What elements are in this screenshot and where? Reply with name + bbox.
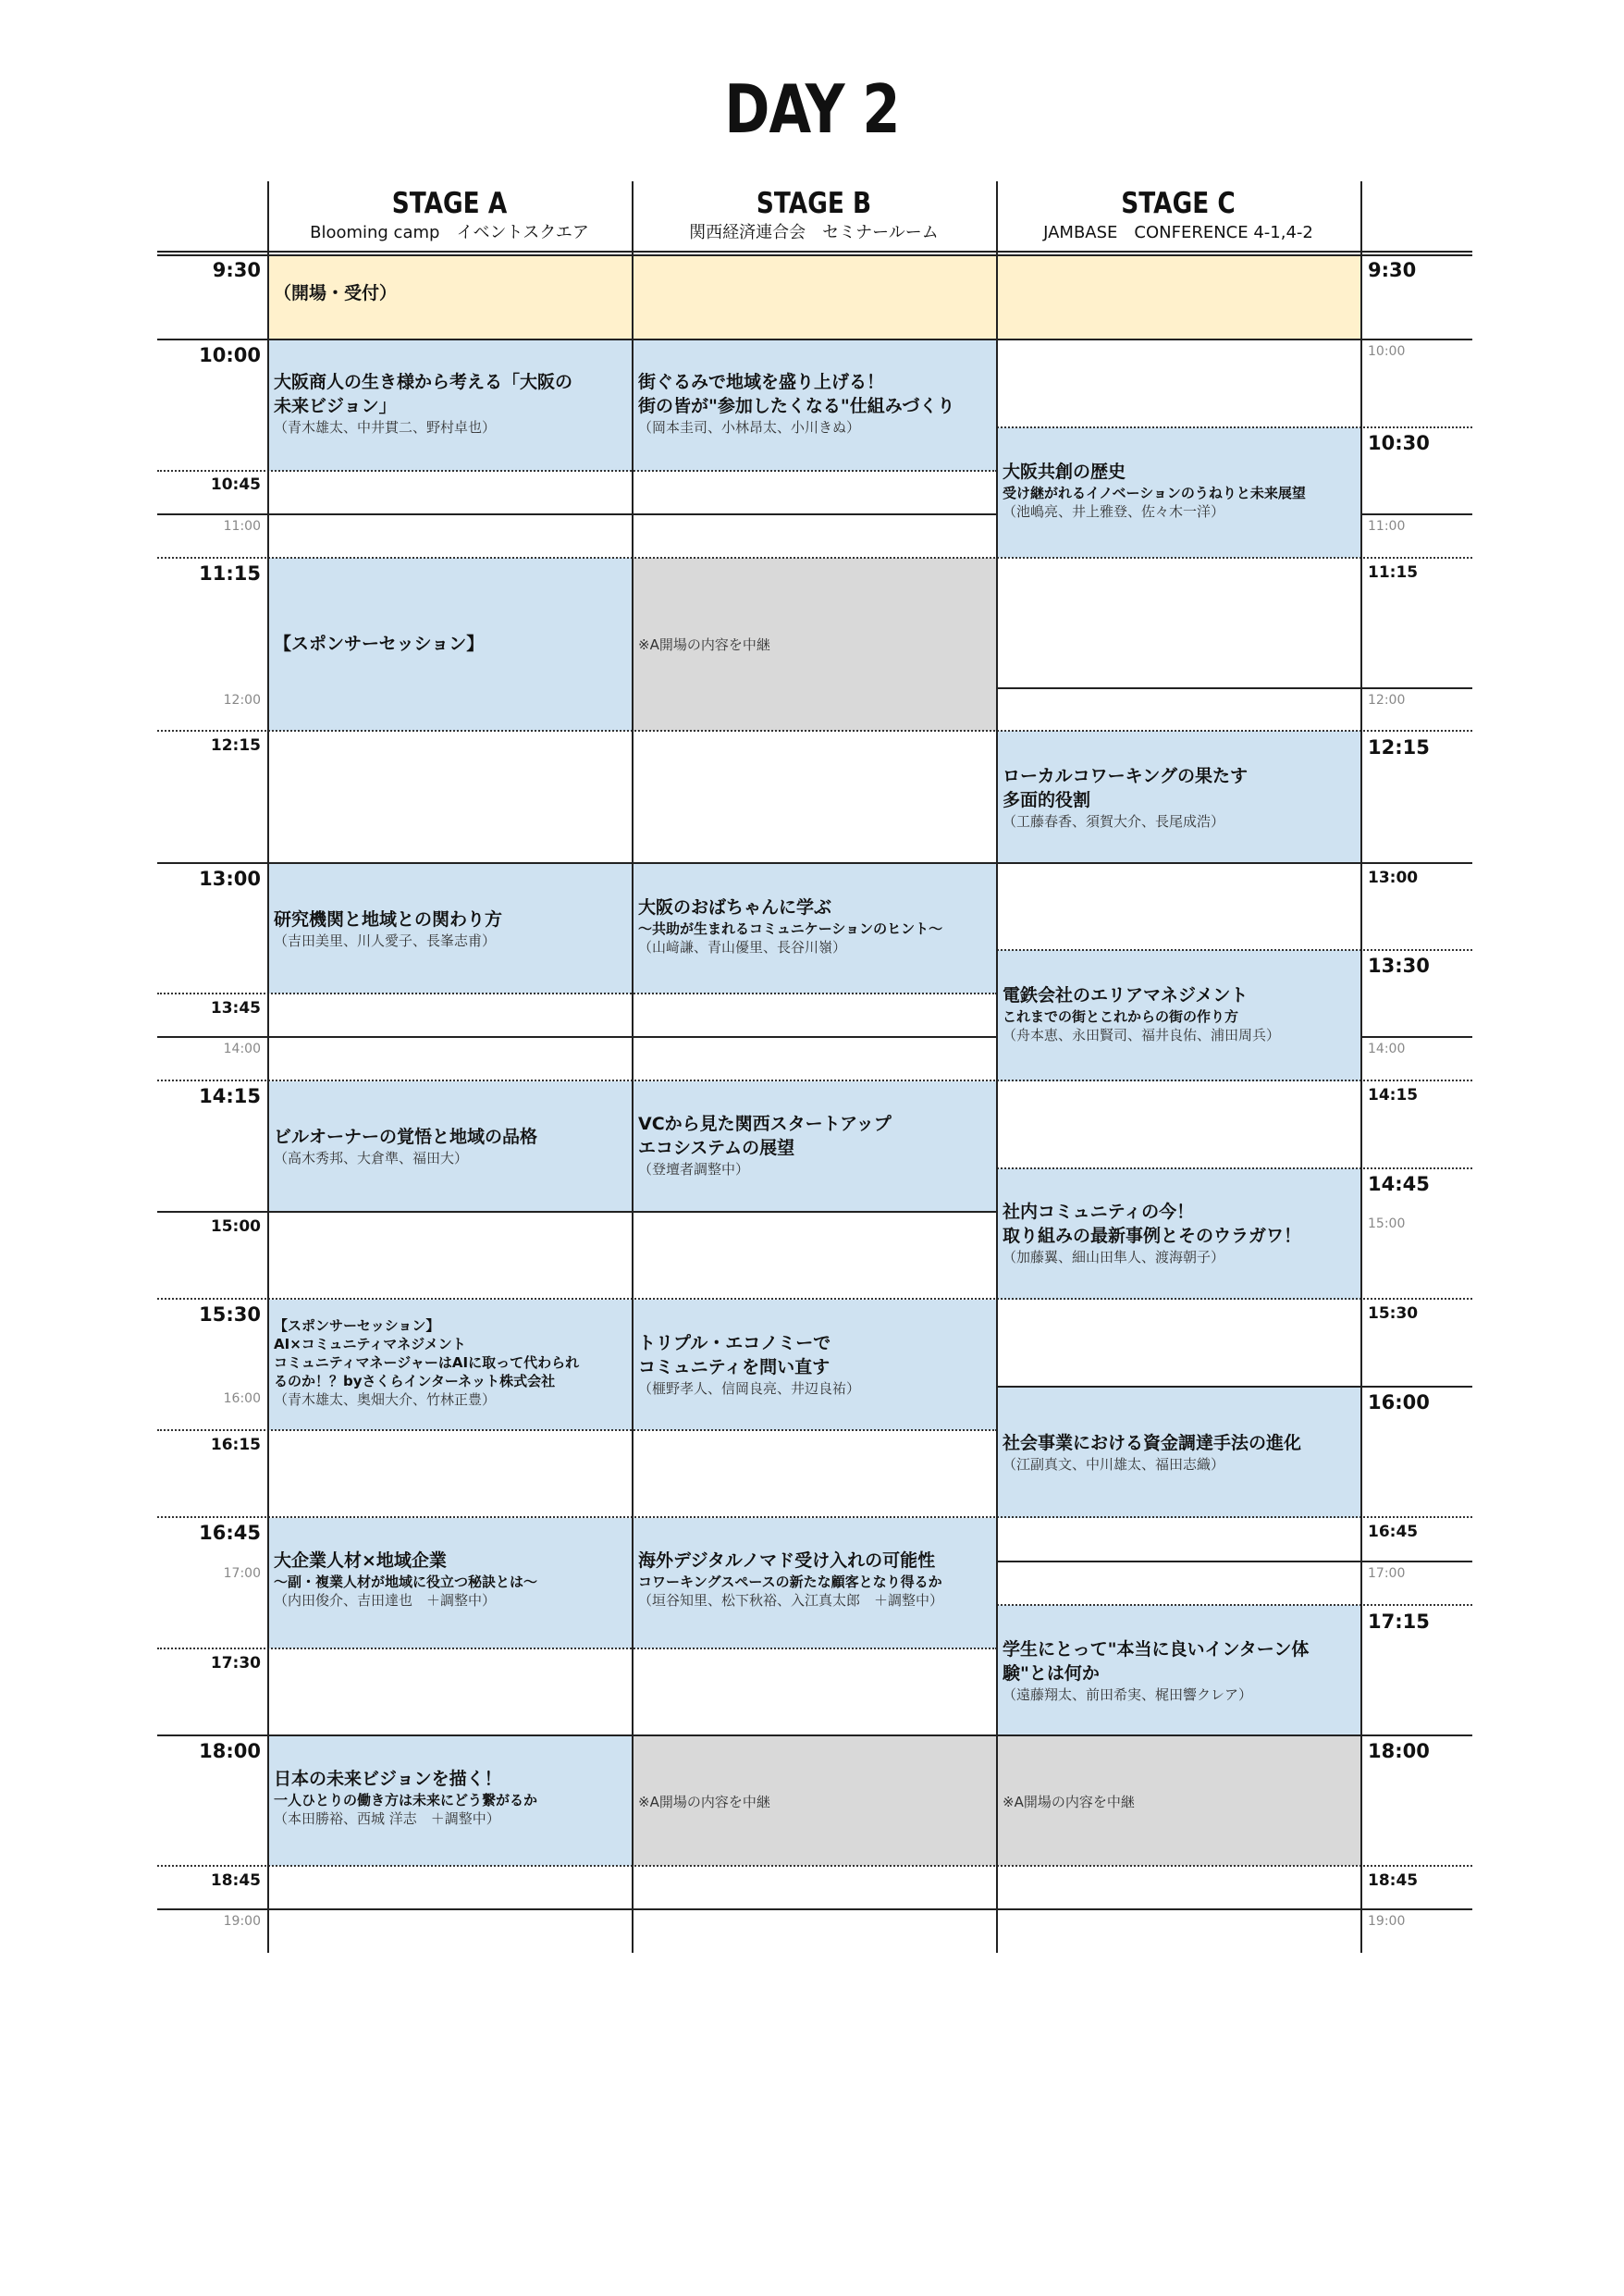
left-time-1415: 14:15 [199,1085,261,1107]
right-time-1415: 14:15 [1368,1086,1419,1105]
header-divider [157,251,1472,253]
right-time-1100: 11:00 [1368,519,1406,534]
left-time-1115: 11:15 [199,562,261,585]
left-time-1100: 11:00 [223,519,261,534]
left-time-1845: 18:45 [210,1871,261,1890]
session-c4-speakers: （加藤翼、細山田隼人、渡海朝子） [1003,1249,1225,1265]
session-a2-title: 【スポンサーセッション】 [274,634,485,654]
session-c6-title-1: 学生にとって"本当に良いインターン体 [1003,1639,1310,1660]
session-c3 [1003,983,1358,1044]
left-time-1000: 10:00 [199,344,261,366]
session-c2-title-2: 多面的役割 [1003,790,1091,810]
session-b1-title-1: 街ぐるみで地域を盛り上げる！ [638,372,885,392]
session-a5-line-2: コミュニティマネージャーはAIに取って代わられ [274,1354,580,1371]
session-c1-speakers: （池嶋亮、井上雅登、佐々木一洋） [1003,503,1225,520]
session-c1 [1003,460,1358,521]
session-b5-title-1: トリプル・エコノミーで [638,1333,831,1353]
session-a3-title: 研究機関と地域との関わり方 [274,909,503,930]
session-a7-speakers: （本田勝裕、西城 洋志 ＋調整中） [274,1810,500,1827]
session-a7 [274,1767,629,1828]
session-b2-note: ※A開場の内容を中継 [638,636,770,653]
session-c3-sub: これまでの街とこれからの街の作り方 [1003,1008,1239,1025]
stage-b-name: STAGE B [756,187,872,220]
stage-c-venue: JAMBASE CONFERENCE 4-1,4-2 [1043,223,1313,242]
session-a5-line-3: るのか！？byさくらインターネット株式会社 [274,1373,556,1389]
session-a5-speakers: （青木雄太、奥畑大介、竹林正豊） [274,1391,497,1408]
right-time-0930: 9:30 [1368,259,1417,281]
session-c5 [1003,1431,1358,1474]
session-a7-sub: 一人ひとりの働き方は未来にどう繋がるか [274,1792,538,1808]
session-b4-title-1: VCから見た関西スタートアップ [638,1114,892,1134]
col-line-2 [632,181,634,1953]
left-time-1700: 17:00 [223,1566,261,1581]
session-c6 [1003,1637,1358,1704]
session-c3-title: 電鉄会社のエリアマネジメント [1003,985,1249,1006]
right-time-1445: 14:45 [1368,1173,1430,1195]
session-b5-speakers: （榧野孝人、信岡良亮、井辺良祐） [638,1380,861,1397]
right-time-1715: 17:15 [1368,1611,1430,1633]
session-b3-sub: 〜共助が生まれるコミュニケーションのヒント〜 [638,920,943,937]
right-time-1500: 15:00 [1368,1216,1406,1231]
session-b7-note: ※A開場の内容を中継 [638,1794,770,1810]
session-b3-speakers: （山﨑謙、青山優里、長谷川嶺） [638,939,847,956]
right-time-1215: 12:15 [1368,736,1430,759]
session-a1-title-1: 大阪商人の生き様から考える「大阪の [274,372,573,392]
right-time-1400: 14:00 [1368,1042,1406,1056]
left-time-1730: 17:30 [210,1654,261,1673]
stage-b-venue: 関西経済連合会 セミナールーム [689,223,939,242]
row-line-1030c [997,426,1472,428]
col-line-4 [1360,181,1362,1953]
row-line-1045 [157,470,997,472]
page-title: DAY 2 [724,70,900,148]
row-line-1800 [157,1734,1472,1736]
session-a6-sub: 〜副・複業人材が地域に役立つ秘訣とは〜 [274,1574,538,1590]
left-time-1045: 10:45 [210,475,261,494]
session-a6 [274,1549,629,1610]
opening-cell-c [997,254,1361,339]
session-c1-sub: 受け継がれるイノベーションのうねりと未来展望 [1003,485,1306,501]
left-time-1900: 19:00 [223,1914,261,1929]
session-b6 [638,1549,993,1610]
left-time-1800: 18:00 [199,1740,261,1762]
row-line-1500ab [157,1211,997,1213]
session-a1-title-2: 未来ビジョン」 [274,396,397,416]
stage-a-name: STAGE A [391,187,508,220]
session-a4 [274,1125,629,1167]
session-a7-title: 日本の未来ビジョンを描く！ [274,1769,502,1789]
session-c2 [1003,764,1358,831]
session-b4-title-2: エコシステムの展望 [638,1138,795,1158]
session-c3-speakers: （舟本恵、永田賢司、福井良佑、浦田周兵） [1003,1027,1281,1043]
stage-c-name: STAGE C [1121,187,1236,220]
session-a4-speakers: （高木秀邦、大倉準、福田大） [274,1150,469,1167]
right-time-1900: 19:00 [1368,1914,1406,1929]
row-line-1730 [157,1648,997,1649]
session-c4 [1003,1200,1358,1266]
left-time-1215: 12:15 [210,736,261,755]
left-time-1615: 16:15 [210,1436,261,1454]
session-c5-title: 社会事業における資金調達手法の進化 [1003,1433,1302,1453]
right-time-1800: 18:00 [1368,1740,1430,1762]
right-time-1200: 12:00 [1368,693,1406,708]
row-line-1200c [997,687,1472,689]
left-time-1300: 13:00 [199,868,261,890]
row-line-1445c [997,1167,1472,1169]
session-b6-sub: コワーキングスペースの新たな顧客となり得るか [638,1574,942,1590]
header-divider-2 [157,254,1472,256]
session-a4-title: ビルオーナーの覚悟と地域の品格 [274,1127,538,1147]
row-line-1900 [157,1908,1472,1910]
right-time-1645: 16:45 [1368,1523,1419,1541]
right-time-1115: 11:15 [1368,563,1419,582]
left-time-1500: 15:00 [210,1217,261,1236]
row-line-1100ab [157,513,997,515]
right-time-1000: 10:00 [1368,344,1406,359]
session-a3-speakers: （吉田美里、川人愛子、長峯志甫） [274,932,497,949]
session-c4-title-2: 取り組みの最新事例とそのウラガワ！ [1003,1226,1302,1246]
row-line-1400ab [157,1036,997,1038]
right-time-1530: 15:30 [1368,1304,1419,1323]
left-time-1200: 12:00 [223,693,261,708]
session-c7-note: ※A開場の内容を中継 [1003,1794,1135,1810]
session-a1-speakers: （青木雄太、中井貫二、野村卓也） [274,419,497,436]
left-time-1530: 15:30 [199,1303,261,1326]
row-line-1615 [157,1429,997,1431]
row-line-1115 [157,557,1472,559]
session-b6-speakers: （垣谷知里、松下秋裕、入江真太郎 ＋調整中） [638,1592,944,1609]
row-line-1715c [997,1604,1472,1606]
session-b6-title: 海外デジタルノマド受け入れの可能性 [638,1550,936,1571]
row-line-1215 [157,730,1472,732]
row-line-1415 [157,1080,1472,1081]
col-line-1 [267,181,269,1953]
session-a3 [274,907,629,950]
session-c2-speakers: （工藤春香、須賀大介、長尾成浩） [1003,813,1225,830]
left-time-1400: 14:00 [223,1042,261,1056]
session-c1-title: 大阪共創の歴史 [1003,462,1126,482]
row-line-1700c [997,1561,1472,1562]
session-a5 [274,1316,629,1409]
left-time-1645: 16:45 [199,1522,261,1544]
session-b3 [638,895,993,957]
session-b1 [638,370,993,437]
opening-cell-b [633,254,997,339]
session-a5-line-1: AI×コミュニティマネジメント [274,1336,466,1352]
row-line-1345 [157,993,997,994]
row-line-1000 [157,339,1472,340]
row-line-1530 [157,1298,1472,1300]
session-a6-speakers: （内田俊介、吉田達也 ＋調整中） [274,1592,497,1609]
session-c6-title-2: 験"とは何か [1003,1663,1100,1684]
session-b5-title-2: コミュニティを問い直す [638,1357,830,1377]
session-b3-title: 大阪のおばちゃんに学ぶ [638,897,832,918]
session-b4 [638,1112,993,1179]
col-line-3 [996,181,998,1953]
session-b4-speakers: （登壇者調整中） [638,1161,750,1178]
row-line-1600c [997,1386,1472,1388]
row-line-1845 [157,1865,1472,1867]
session-b1-speakers: （岡本圭司、小林昂太、小川きぬ） [638,419,861,436]
right-time-1700: 17:00 [1368,1566,1406,1581]
opening-label: （開場・受付） [274,283,398,303]
session-a5-tag: 【スポンサーセッション】 [274,1317,440,1334]
session-a1 [274,370,629,437]
row-line-1645 [157,1516,1472,1518]
right-time-1845: 18:45 [1368,1871,1419,1890]
row-line-1400c [1361,1036,1472,1038]
right-time-1300: 13:00 [1368,869,1419,887]
row-line-1100c [1361,513,1472,515]
row-line-1300 [157,862,1472,864]
right-time-1600: 16:00 [1368,1391,1430,1413]
right-time-1030: 10:30 [1368,432,1430,454]
right-time-1330: 13:30 [1368,955,1430,977]
row-line-1330c [997,949,1472,951]
left-time-0930: 9:30 [212,259,261,281]
session-b1-title-2: 街の皆が"参加したくなる"仕組みづくり [638,396,955,416]
stage-a-venue: Blooming camp イベントスクエア [310,223,589,242]
session-c2-title-1: ローカルコワーキングの果たす [1003,766,1249,786]
session-c6-speakers: （遠藤翔太、前田希実、梶田響クレア） [1003,1686,1253,1703]
session-c4-title-1: 社内コミュニティの今！ [1003,1202,1195,1222]
left-time-1600: 16:00 [223,1391,261,1406]
session-b5 [638,1331,993,1398]
session-a6-title: 大企業人材×地域企業 [274,1550,447,1571]
session-c5-speakers: （江副真文、中川雄太、福田志織） [1003,1456,1225,1473]
left-time-1345: 13:45 [210,999,261,1018]
